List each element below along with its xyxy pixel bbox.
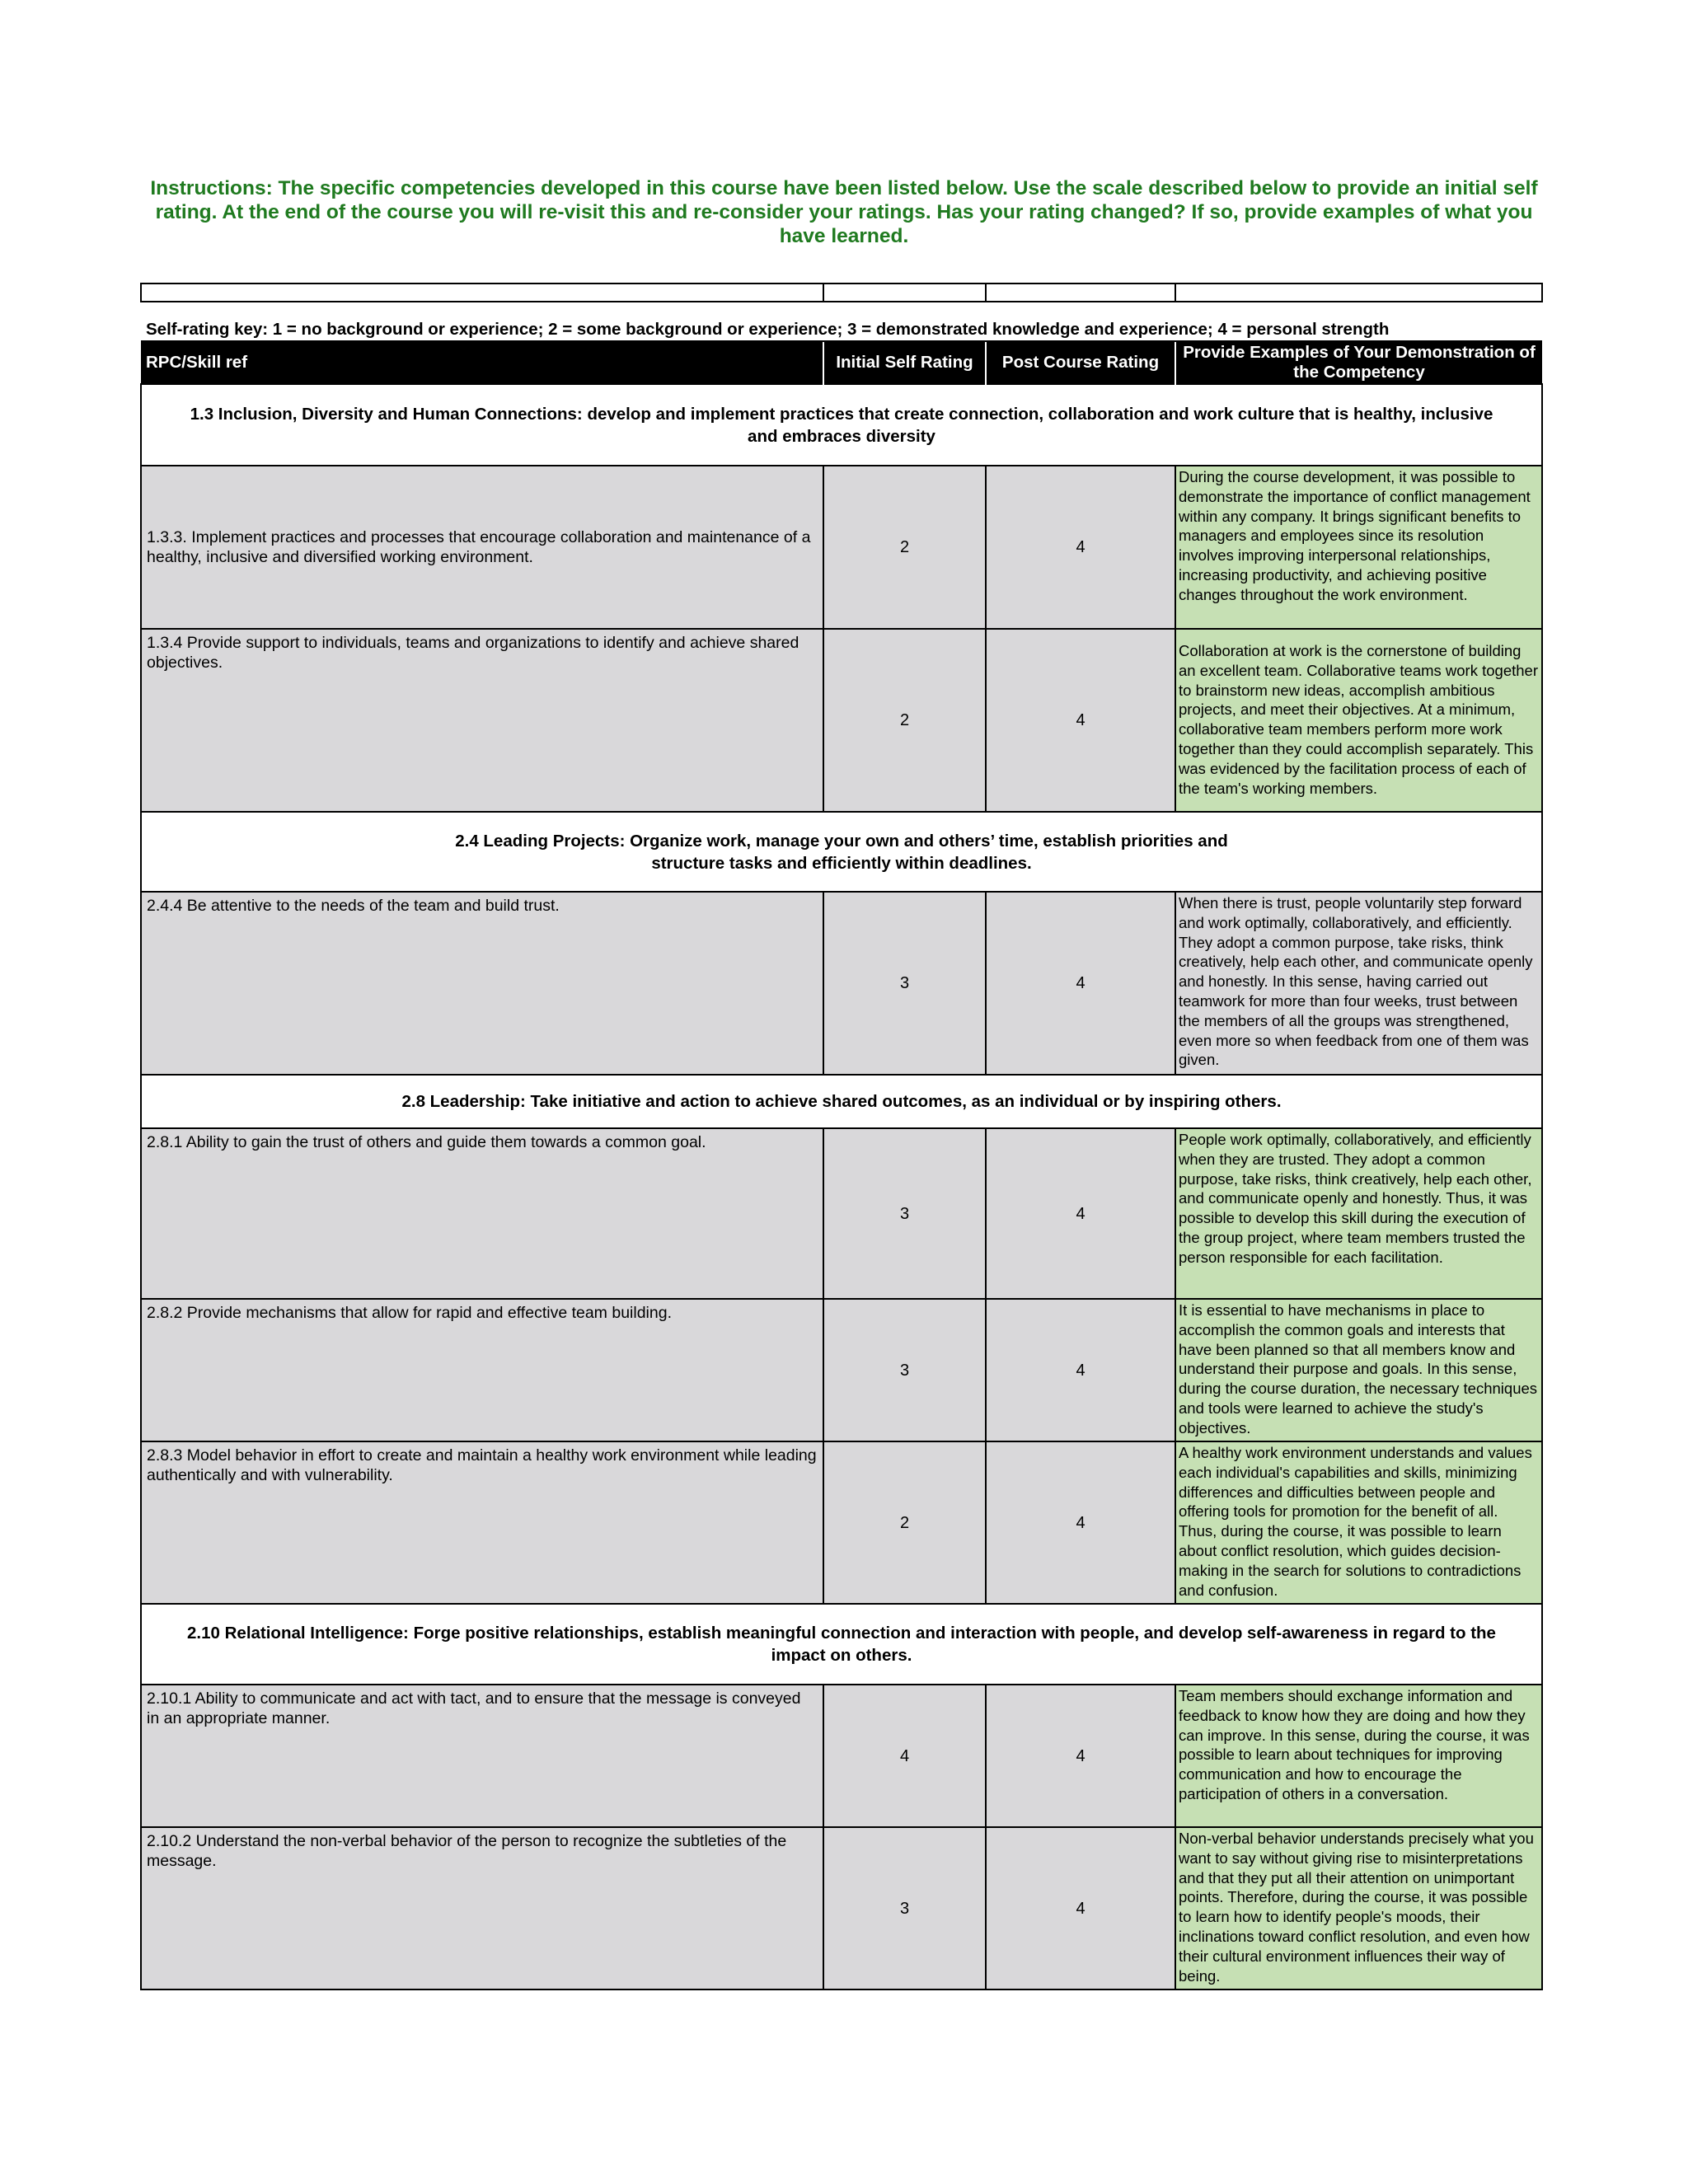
table-row [141, 1827, 1542, 1990]
post-rating-cell[interactable]: 4 [986, 1128, 1175, 1299]
initial-rating-cell[interactable]: 3 [823, 1128, 986, 1299]
skill-cell: 2.8.2 Provide mechanisms that allow for rapid and effective team building. [141, 1299, 823, 1441]
skill-cell: 2.8.3 Model behavior in effort to create and maintain a healthy work environment while leading authentically and with vulnerability. [141, 1441, 823, 1604]
example-cell[interactable]: During the course development, it was possible to demonstrate the importance of conflict management within any company. It brings significant benefits to managers and employees since its resolution involves improving interpersonal relationships, increasing productivity, and achieving positive changes throughout the work environment. [1175, 466, 1542, 629]
section-row [141, 1075, 1542, 1128]
competency-table [140, 283, 1543, 1990]
skill-cell: 2.8.1 Ability to gain the trust of others and guide them towards a common goal. [141, 1128, 823, 1299]
initial-rating-cell[interactable]: 4 [823, 1685, 986, 1827]
example-cell[interactable]: Non-verbal behavior understands precisely what you want to say without giving rise to misinterpretations and that they put all their attention on unimportant points. Therefore, during the course, it was possible to learn how to identify people's moods, their inclinations toward conflict resolution, and even how their cultural environment influences their way of being. [1175, 1827, 1542, 1990]
example-cell[interactable]: When there is trust, people voluntarily step forward and work optimally, collaboratively, and efficiently. They adopt a common purpose, take risks, think creatively, help each other, and communicate openly and honestly. In this sense, having carried out teamwork for more than four weeks, trust between the members of all the groups was strengthened, even more so when feedback from one of them was given. [1175, 892, 1542, 1075]
skill-cell: 2.4.4 Be attentive to the needs of the team and build trust. [141, 892, 823, 1075]
table-row [141, 1441, 1542, 1604]
section-row [141, 812, 1542, 892]
initial-rating-cell[interactable]: 3 [823, 892, 986, 1075]
section-title: 1.3 Inclusion, Diversity and Human Connections: develop and implement practices that create connection, collaboration and work culture that is healthy, inclusive and embraces diversity [190, 404, 1493, 446]
header-examples: Provide Examples of Your Demonstration of the Competency [1175, 341, 1542, 384]
table-row [141, 629, 1542, 812]
table-row [141, 1128, 1542, 1299]
post-rating-cell[interactable]: 4 [986, 466, 1175, 629]
rating-key-row [141, 302, 1542, 341]
example-cell[interactable]: It is essential to have mechanisms in place to accomplish the common goals and interests that have been planned so that all members know and understand their purpose and goals. In this sense, during the course duration, the necessary techniques and tools were learned to achieve the study's objectives. [1175, 1299, 1542, 1441]
post-rating-cell[interactable]: 4 [986, 1685, 1175, 1827]
header-post-rating: Post Course Rating [986, 341, 1175, 384]
skill-cell: 2.10.2 Understand the non-verbal behavior of the person to recognize the subtleties of the message. [141, 1827, 823, 1990]
skill-cell: 1.3.4 Provide support to individuals, teams and organizations to identify and achieve shared objectives. [141, 629, 823, 812]
table-row [141, 466, 1542, 629]
table-row [141, 892, 1542, 1075]
example-cell[interactable]: Team members should exchange information and feedback to know how they are doing and how they can improve. In this sense, during the course, it was possible to learn about techniques for improving communication and how to encourage the participation of others in a conversation. [1175, 1685, 1542, 1827]
section-row [141, 1604, 1542, 1685]
table-row [141, 1685, 1542, 1827]
rating-key: Self-rating key: 1 = no background or experience; 2 = some background or experience; 3 = demonstrated knowledge and experience; 4 = personal strength [146, 320, 1390, 339]
skill-cell: 1.3.3. Implement practices and processes that encourage collaboration and maintenance of a healthy, inclusive and diversified working environment. [141, 466, 823, 629]
post-rating-cell[interactable]: 4 [986, 629, 1175, 812]
example-cell[interactable]: A healthy work environment understands and values each individual's capabilities and skills, minimizing differences and difficulties between people and offering tools for promotion for the benefit of all. Thus, during the course, it was possible to learn about conflict resolution, which guides decision-making in the search for solutions to contradictions and confusion. [1175, 1441, 1542, 1604]
header-skill: RPC/Skill ref [141, 341, 823, 384]
initial-rating-cell[interactable]: 3 [823, 1299, 986, 1441]
section-row [141, 384, 1542, 466]
header-initial-rating: Initial Self Rating [823, 341, 986, 384]
post-rating-cell[interactable]: 4 [986, 1441, 1175, 1604]
instructions-text: Instructions: The specific competencies developed in this course have been listed below. Use the scale described below to provide an initial self rating. At the end of the course you will re-visit this and re-consider your ratings. Has your rating changed? If so, provide examples of what you have learned. [150, 177, 1538, 247]
skill-cell: 2.10.1 Ability to communicate and act with tact, and to ensure that the message is conveyed in an appropriate manner. [141, 1685, 823, 1827]
table-row [141, 1299, 1542, 1441]
section-title: 2.8 Leadership: Take initiative and action to achieve shared outcomes, as an individual or by inspiring others. [401, 1092, 1282, 1111]
initial-rating-cell[interactable]: 2 [823, 466, 986, 629]
example-cell[interactable]: Collaboration at work is the cornerstone of building an excellent team. Collaborative teams work together to brainstorm new ideas, accomplish ambitious projects, and meet their objectives. At a minimum, collaborative team members perform more work together than they could accomplish separately. This was evidenced by the facilitation process of each of the team's working members. [1175, 629, 1542, 812]
initial-rating-cell[interactable]: 2 [823, 1441, 986, 1604]
empty-row [141, 284, 1542, 302]
post-rating-cell[interactable]: 4 [986, 892, 1175, 1075]
post-rating-cell[interactable]: 4 [986, 1299, 1175, 1441]
initial-rating-cell[interactable]: 3 [823, 1827, 986, 1990]
section-title: 2.10 Relational Intelligence: Forge positive relationships, establish meaningful connection and interaction with people, and develop self-awareness in regard to the impact on others. [187, 1624, 1496, 1665]
section-title: 2.4 Leading Projects: Organize work, manage your own and others’ time, establish priorities and structure tasks and efficiently within deadlines. [455, 831, 1228, 873]
example-cell[interactable]: People work optimally, collaboratively, and efficiently when they are trusted. They adopt a common purpose, take risks, think creatively, help each other, and communicate openly and honestly. Thus, it was possible to develop this skill during the execution of the group project, where team members trusted the person responsible for each facilitation. [1175, 1128, 1542, 1299]
header-row [141, 341, 1542, 384]
initial-rating-cell[interactable]: 2 [823, 629, 986, 812]
post-rating-cell[interactable]: 4 [986, 1827, 1175, 1990]
